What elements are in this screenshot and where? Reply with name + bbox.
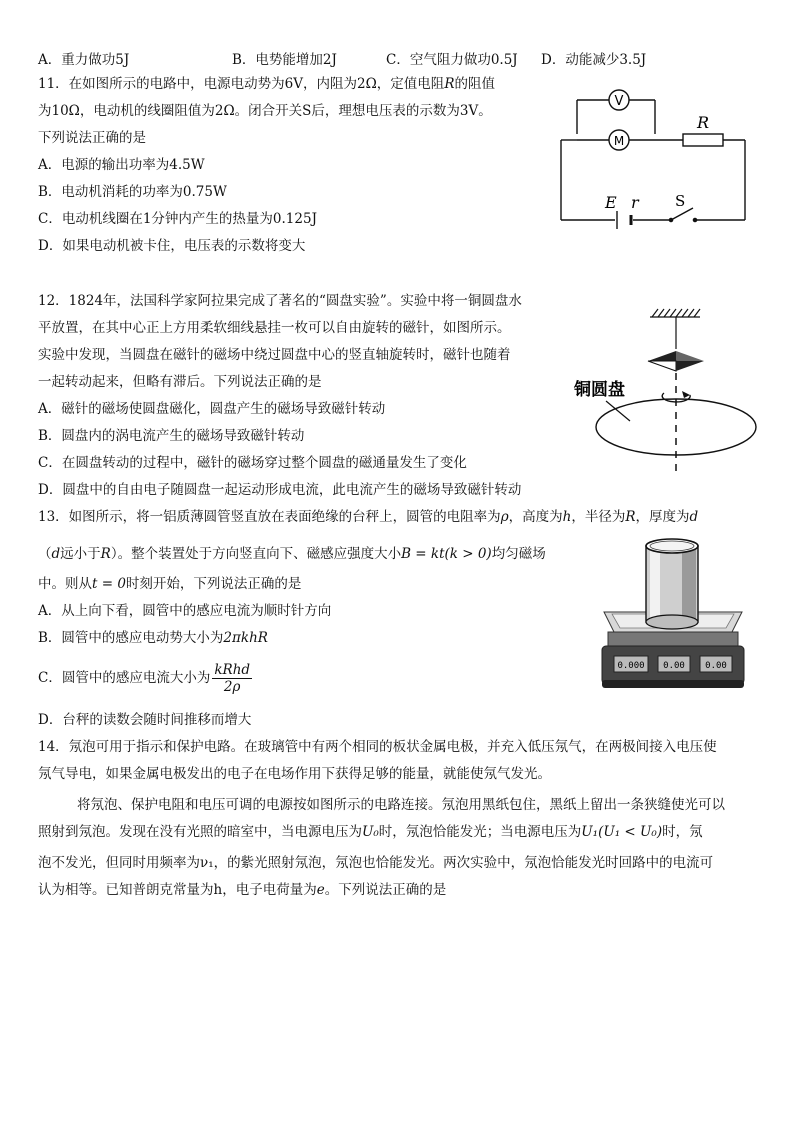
q12-option-c: C．在圆盘转动的过程中，磁针的磁场穿过整个圆盘的磁通量发生了变化 (38, 455, 467, 471)
q11-stem-text-b: 的阻值 (454, 76, 495, 92)
q13-stem-line2 (38, 544, 546, 564)
q11-option-b: B．电动机消耗的功率为0.75W (38, 184, 227, 200)
q14-text-c: 时，氖泡恰能发光；当电源电压为 (378, 824, 582, 840)
q14-u0: U₀ (362, 824, 379, 840)
q13-option-a: A．从上向下看，圆管中的感应电流为顺时针方向 (38, 603, 332, 619)
q12-option-d: D．圆盘中的自由电子随圆盘一起运动形成电流，此电流产生的磁场导致磁针转动 (38, 482, 522, 498)
q14-paragraph2-line3: 泡不发光，但同时用频率为ν₁，的紫光照射氖泡，氖泡也恰能发光。两次实验中，氖泡恰能发光时回路中的电流可 (38, 855, 714, 871)
q13-option-c-text: C．圆管中的感应电流大小为 (38, 670, 211, 686)
q11-stem-line2: 为10Ω，电动机的线圈阻值为2Ω。闭合开关S后，理想电压表的示数为3V。 (38, 103, 492, 119)
q13-text-b: ，高度为 (508, 509, 563, 525)
scale-display-panel (614, 656, 732, 672)
q14-text-f: 认为相等。已知普朗克常量为h，电子电荷量为 (38, 882, 317, 898)
q12-stem-line4: 一起转动起来，但略有滞后。下列说法正确的是 (38, 374, 322, 390)
q11-stem-line1 (38, 74, 495, 94)
q13-option-c (38, 660, 252, 696)
voltmeter-icon (609, 90, 629, 110)
q13-paren-open: （ (38, 546, 52, 562)
q13-option-b-text: B．圆管中的感应电动势大小为 (38, 630, 224, 646)
copper-disk-label: 铜圆盘 (574, 380, 625, 400)
scale-display-1: 0.000 (617, 661, 645, 671)
q12-stem-line2: 平放置，在其中心正上方用柔软细线悬挂一枚可以自由旋转的磁针，如图所示。 (38, 320, 511, 336)
q14-paragraph2-line2 (38, 822, 703, 842)
q13-option-d: D．台秤的读数会随时间推移而增大 (38, 712, 252, 728)
q13-text-g: 均匀磁场 (491, 546, 546, 562)
q14-e: e (316, 882, 325, 898)
q14-text-b: 照射到氖泡。发现在没有光照的暗室中，当电源电压为 (38, 824, 362, 840)
q11-option-d: D．如果电动机被卡住，电压表的示数将变大 (38, 238, 306, 254)
q13-option-b (38, 628, 268, 648)
q13-rho: ρ (500, 509, 509, 525)
internal-resistance-label: r (631, 193, 639, 212)
q13-t0: t = 0 (92, 576, 126, 592)
q13-text-e: 远小于 (60, 546, 101, 562)
q10-option-a: A．重力做功5J (38, 52, 130, 68)
motor-label: M (613, 134, 625, 148)
q13-d: d (689, 509, 699, 525)
q13-text-h: 中。则从 (38, 576, 92, 592)
q14-text-d: 时，氖 (662, 824, 703, 840)
q11-option-a: A．电源的输出功率为4.5W (38, 157, 205, 173)
q10-option-c: C．空气阻力做功0.5J (386, 52, 518, 68)
scale-display-3: 0.00 (705, 661, 727, 671)
q13-text-f: ）。整个装置处于方向竖直向下、磁感应强度大小 (110, 546, 402, 562)
q12-option-b: B．圆盘内的涡电流产生的磁场导致磁针转动 (38, 428, 305, 444)
q13-option-b-expr: 2πkhR (223, 630, 268, 646)
q12-stem-line3: 实验中发现，当圆盘在磁针的磁场中绕过圆盘中心的竖直轴旋转时，磁针也随着 (38, 347, 511, 363)
q11-stem-var-r: R (444, 76, 455, 92)
q11-stem-text: 11．在如图所示的电路中，电源电动势为6V，内阻为2Ω，定值电阻 (38, 76, 445, 92)
q10-option-b: B．电势能增加2J (232, 52, 337, 68)
q13-b-expression: B = kt(k > 0) (401, 546, 492, 562)
q11-stem-line3: 下列说法正确的是 (38, 130, 146, 146)
aluminum-tube (646, 539, 698, 629)
q13-stem-line3 (38, 574, 301, 594)
q12-disk-figure (570, 305, 770, 485)
q14-text-g: 。下列说法正确的是 (324, 882, 447, 898)
q13-scale-figure (598, 532, 748, 692)
q13-h: h (562, 509, 572, 525)
q11-circuit-figure (555, 84, 755, 229)
emf-label: E (605, 193, 617, 212)
q14-paragraph1-line1: 14．氖泡可用于指示和保护电路。在玻璃管中有两个相同的板状金属电极，并充入低压氖气，在两极间接入电压使 (38, 739, 717, 755)
q11-option-c: C．电动机线圈在1分钟内产生的热量为0.125J (38, 211, 317, 227)
q14-paragraph2-line4 (38, 880, 446, 900)
scale-display-2: 0.00 (663, 661, 685, 671)
motor-icon (609, 130, 629, 150)
q13-stem-line1 (38, 507, 698, 527)
q12-option-a: A．磁针的磁场使圆盘磁化，圆盘产生的磁场导致磁针转动 (38, 401, 386, 417)
q14-u1-expression: U₁(U₁ < U₀) (581, 824, 663, 840)
q12-stem-line1: 12．1824年，法国科学家阿拉果完成了著名的“圆盘实验”。实验中将一铜圆盘水 (38, 293, 522, 309)
magnetic-needle-icon (648, 351, 704, 371)
q10-option-d: D．动能减少3.5J (541, 52, 647, 68)
q13-text-c: ，半径为 (571, 509, 626, 525)
q13-fraction-numerator: kRhd (214, 662, 251, 678)
q14-paragraph1-line2: 氖气导电，如果金属电极发出的电子在电场作用下获得足够的能量，就能使氖气发光。 (38, 766, 551, 782)
q13-text-d: ，厚度为 (635, 509, 690, 525)
q13-r-2: R (100, 546, 111, 562)
q13-d-2: d (51, 546, 61, 562)
q13-fraction-denominator: 2ρ (223, 679, 241, 695)
voltmeter-label: V (614, 94, 624, 109)
resistor-label: R (697, 113, 710, 132)
switch-label: S (675, 192, 686, 210)
q13-text-a: 13．如图所示，将一铝质薄圆管竖直放在表面绝缘的台秤上，圆管的电阻率为 (38, 509, 501, 525)
q13-text-i: 时刻开始，下列说法正确的是 (125, 576, 302, 592)
q13-r: R (625, 509, 636, 525)
q13-option-c-fraction (212, 662, 252, 695)
q14-paragraph2-line1: 将氖泡、保护电阻和电压可调的电源按如图所示的电路连接。氖泡用黑纸包住，黑纸上留出一条狭缝使光可以 (77, 797, 725, 813)
